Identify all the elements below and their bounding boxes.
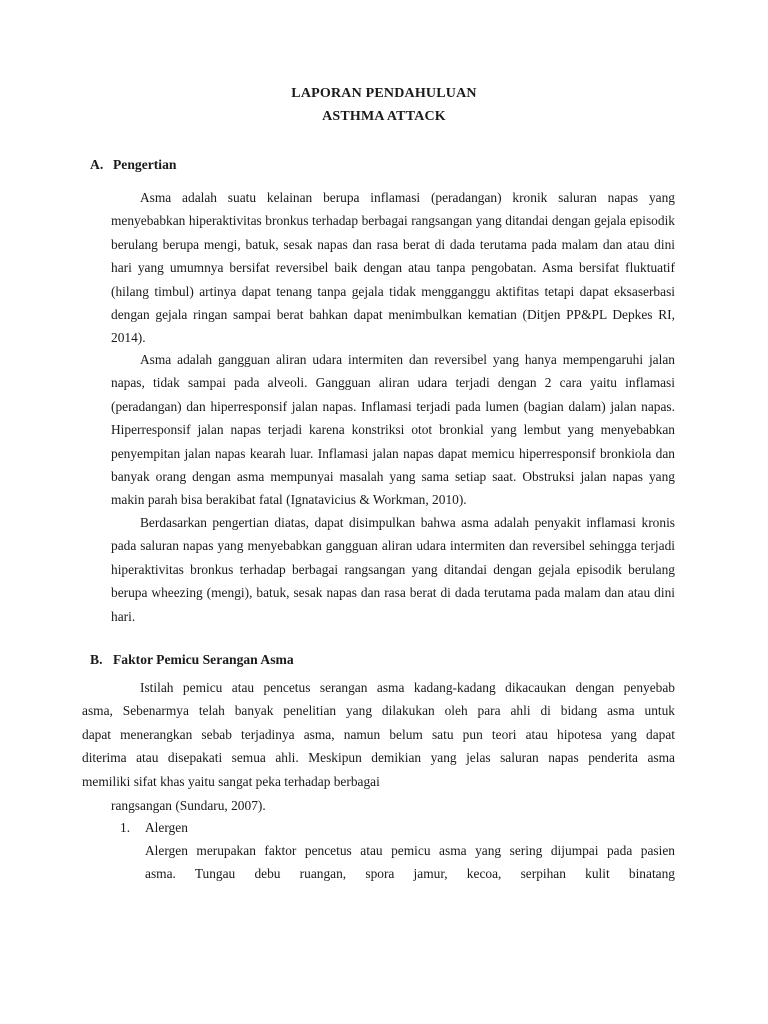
list-item-label: Alergen: [145, 820, 188, 835]
section-a-number: A.: [90, 157, 104, 172]
list-item-text-line: Alergen merupakan faktor pencetus atau pemicu asma yang sering dijumpai pada pasien: [145, 843, 675, 858]
section-b-paragraph-tail: rangsangan (Sundaru, 2007).: [111, 798, 266, 813]
list-item-alergen-text: [145, 839, 675, 886]
document-title: LAPORAN PENDAHULUAN: [291, 86, 477, 101]
section-b-number: B.: [90, 652, 103, 667]
section-b-paragraph: [82, 676, 675, 793]
document-subtitle: ASTHMA ATTACK: [322, 109, 446, 124]
list-item-alergen: [120, 816, 188, 839]
section-b-title: Faktor Pemicu Serangan Asma: [113, 652, 294, 667]
section-a-paragraph-3: Berdasarkan pengertian diatas, dapat disimpulkan bahwa asma adalah penyakit inflamasi kronis pada saluran napas yang menyebabkan gangguan aliran udara intermiten dan reversibel sehingga terjadi hiperaktivitas bronkus terhadap berbagai rangsangan yang ditandai dengan gejala episodik berulang berupa wheezing (mengi), batuk, sesak napas dan rasa berat di dada terutama pada malam dan atau dini hari.: [111, 515, 675, 624]
list-item-text-line: asma. Tungau debu ruangan, spora jamur, kecoa, serpihan kulit binatang: [145, 866, 675, 882]
section-b-line: Istilah pemicu atau pencetus serangan asma kadang-kadang dikacaukan dengan penyebab: [140, 680, 675, 695]
section-a-paragraph-1: Asma adalah suatu kelainan berupa inflamasi (peradangan) kronik saluran napas yang menyebabkan hiperaktivitas bronkus terhadap berbagai rangsangan yang ditandai dengan gejala episodik berulang berupa mengi, batuk, sesak napas dan rasa berat di dada terutama pada malam dan atau dini hari yang umumnya bersifat reversibel baik dengan atau tanpa pengobatan. Asma bersifat fluktuatif (hilang timbul) artinya dapat tenang tanpa gejala tidak mengganggu aktifitas tetapi dapat eksaserbasi dengan gejala ringan sampai berat bahkan dapat menimbulkan kematian (Ditjen PP&PL Depkes RI, 2014).: [111, 190, 675, 346]
section-b-heading: [90, 652, 294, 668]
section-b-line: diterima atau disepakati semua ahli. Meskipun demikian yang jelas saluran napas penderita asma: [82, 750, 675, 766]
section-a-heading: [90, 157, 176, 173]
section-b-line: memiliki sifat khas yaitu sangat peka terhadap berbagai: [82, 773, 380, 789]
section-b-line: dapat menerangkan sebab terjadinya asma, namun belum satu pun teori atau hipotesa yang dapat: [82, 726, 675, 742]
section-b-line: asma, Sebenarmya telah banyak penelitian yang dilakukan oleh para ahli di bidang asma untuk: [82, 703, 675, 719]
section-a-title: Pengertian: [113, 157, 177, 172]
section-a-paragraph-2: Asma adalah gangguan aliran udara intermiten dan reversibel yang hanya mempengaruhi jalan napas, tidak sampai pada alveoli. Gangguan aliran udara terjadi dengan 2 cara yaitu inflamasi (peradangan) dan hiperresponsif jalan napas. Inflamasi terjadi pada lumen (bagian dalam) jalan napas. Hiperresponsif jalan napas terjadi karena konstriksi otot bronkial yang lembut yang menyebabkan penyempitan jalan napas kearah luar. Inflamasi jalan napas dapat memicu hiperresponsif bronkiola dan banyak orang dengan asma mempunyai masalah yang sama setiap saat. Obstruksi jalan napas yang makin parah bisa berakibat fatal (Ignatavicius & Workman, 2010).: [111, 352, 675, 508]
list-item-number: 1.: [120, 820, 131, 835]
